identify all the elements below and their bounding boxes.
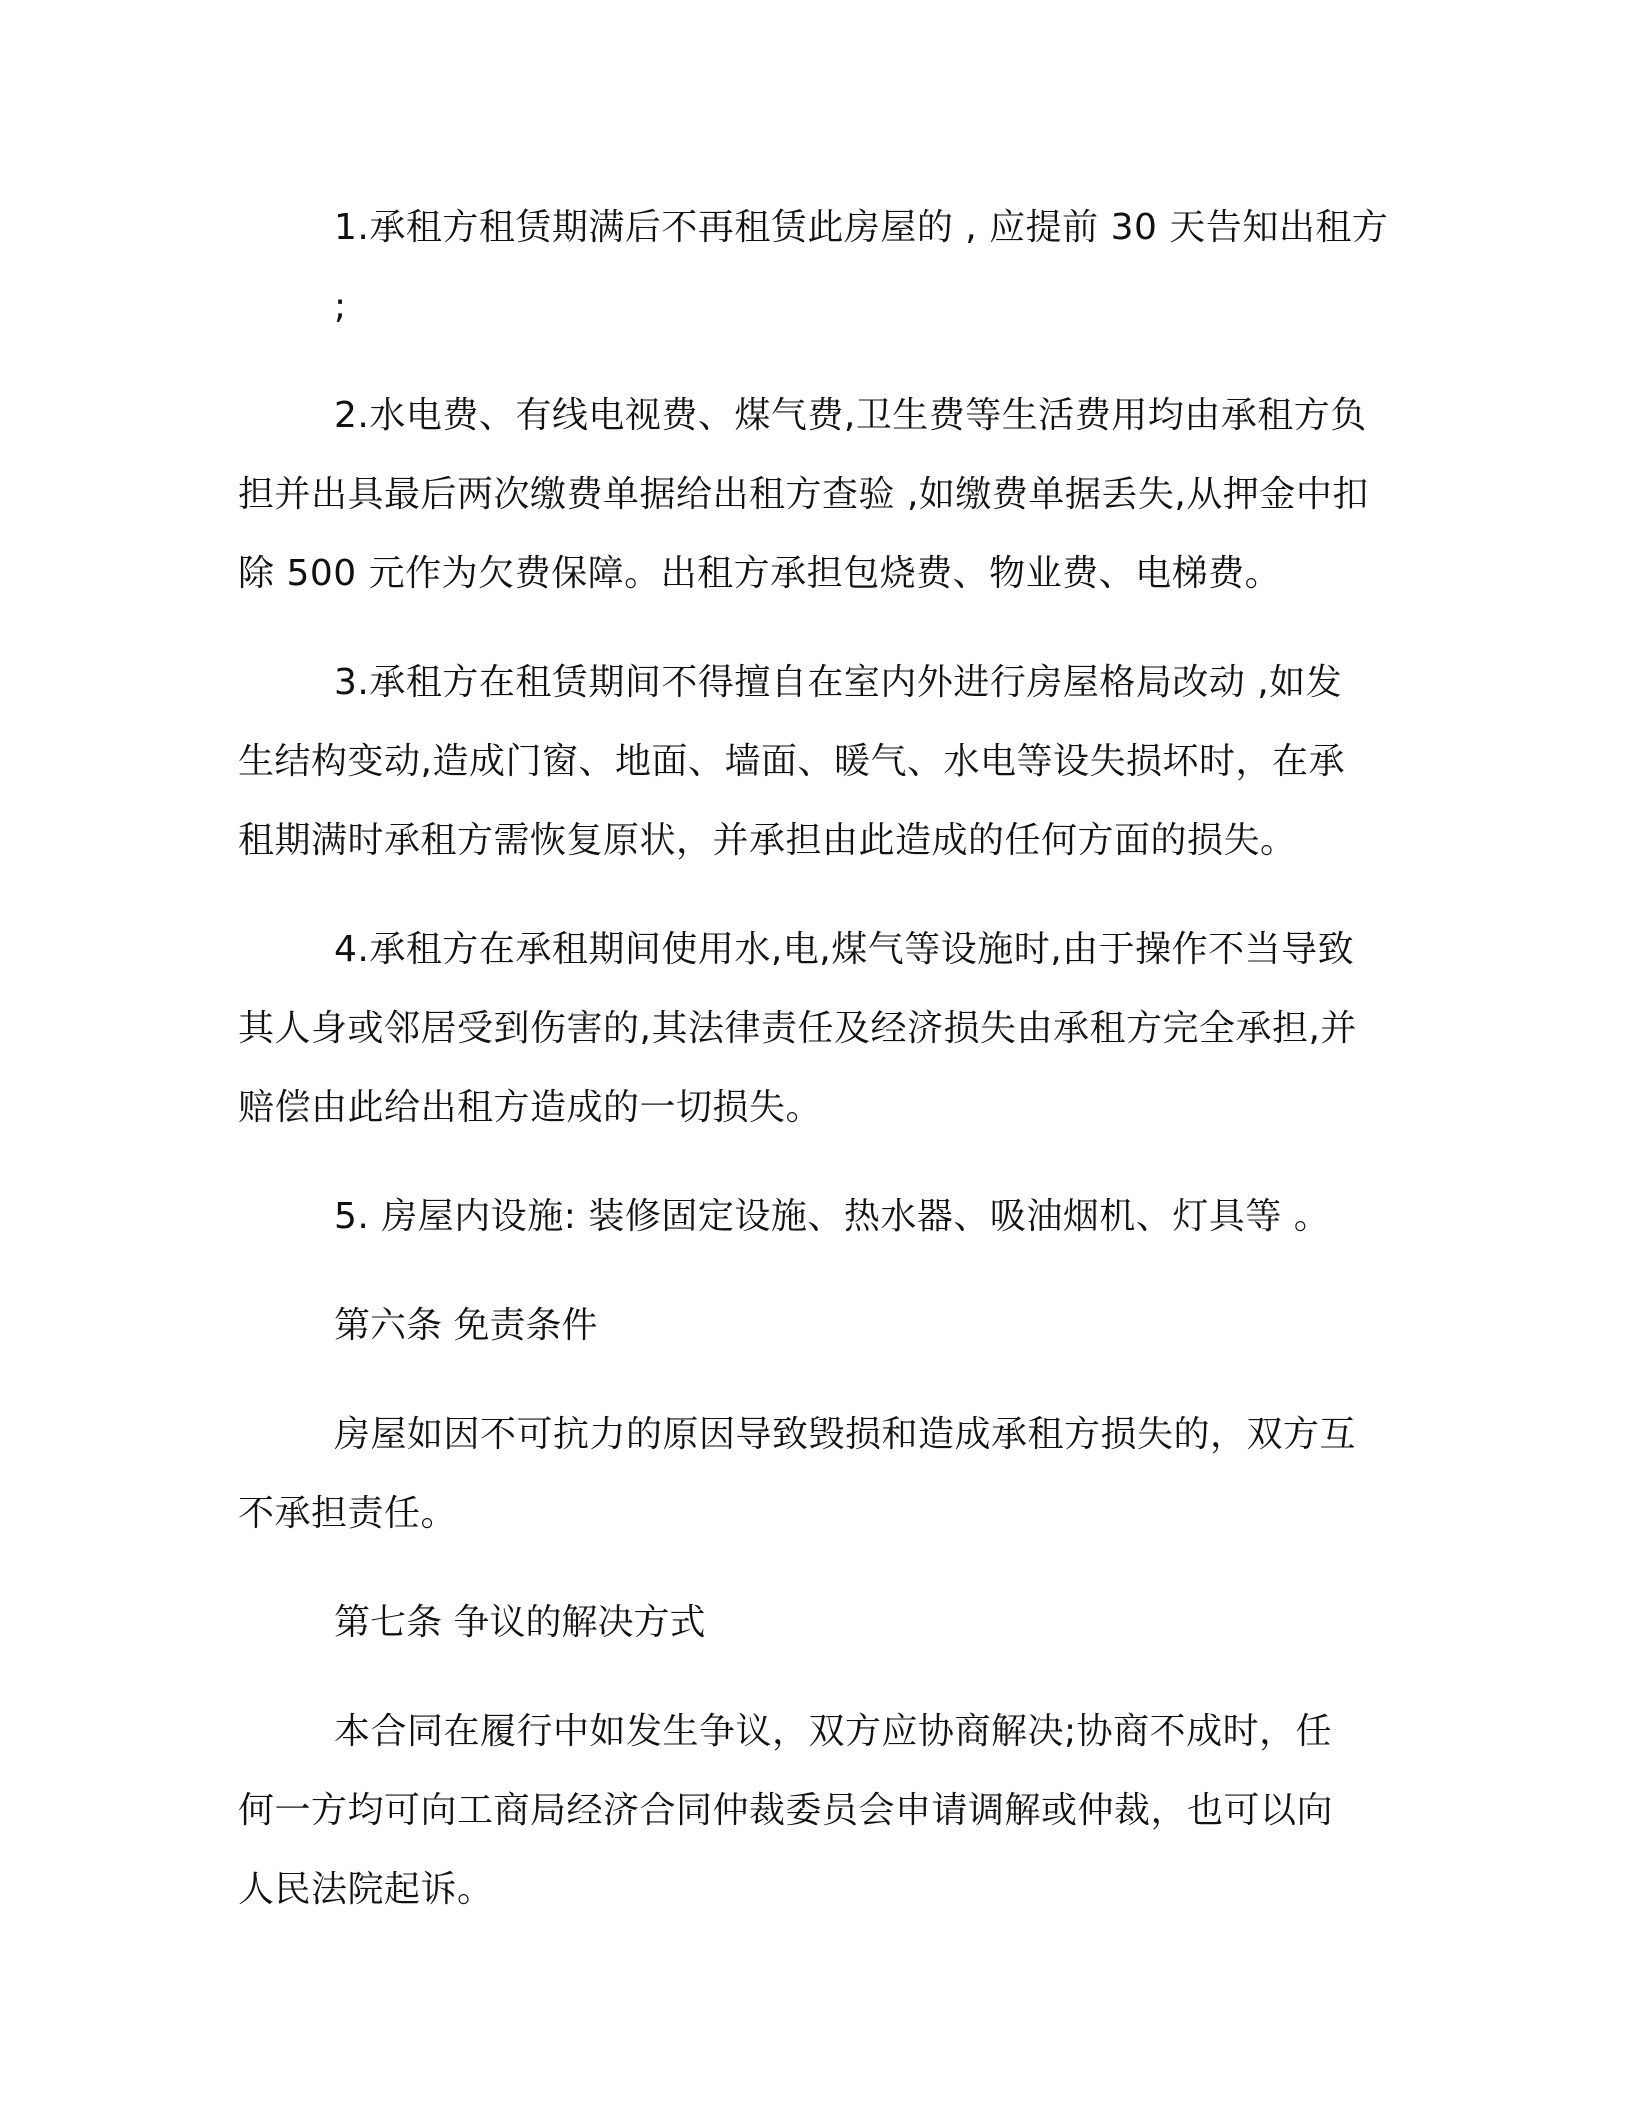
article-7-heading (238, 1583, 1398, 1662)
text-line: 生结构变动,造成门窗、地面、墙面、暖气、水电等设失损坏时，在承 (238, 741, 1345, 782)
heading-text: 第七条 争议的解决方式 (334, 1602, 706, 1643)
clause-2-paragraph (238, 376, 1398, 613)
text-line: 担并出具最后两次缴费单据给出租方查验 ,如缴费单据丢失,从押金中扣 (238, 474, 1369, 515)
heading-text: 第六条 免责条件 (334, 1305, 598, 1346)
text-line: 5. 房屋内设施: 装修固定设施、热水器、吸油烟机、灯具等 。 (334, 1196, 1331, 1237)
text-line: 房屋如因不可抗力的原因导致毁损和造成承租方损失的，双方互 (334, 1414, 1357, 1455)
text-line: 本合同在履行中如发生争议，双方应协商解决;协商不成时，任 (334, 1711, 1333, 1752)
text-line: 1.承租方租赁期满后不再租赁此房屋的 , 应提前 30 天告知出租方 ; (334, 207, 1389, 327)
clause-1-paragraph (238, 188, 1398, 346)
article-6-paragraph (238, 1395, 1398, 1553)
article-6-heading (238, 1286, 1398, 1365)
text-line: 3.承租方在租赁期间不得擅自在室内外进行房屋格局改动 ,如发 (334, 662, 1343, 703)
text-line: 2.水电费、有线电视费、煤气费,卫生费等生活费用均由承租方负 (334, 395, 1367, 436)
text-line: 何一方均可向工商局经济合同仲裁委员会申请调解或仲裁，也可以向 (238, 1790, 1334, 1831)
text-line: 其人身或邻居受到伤害的,其法律责任及经济损失由承租方完全承担,并 (238, 1008, 1357, 1049)
document-body (238, 188, 1398, 1959)
clause-4-paragraph (238, 910, 1398, 1147)
text-line: 人民法院起诉。 (238, 1869, 494, 1910)
text-line: 赔偿由此给出租方造成的一切损失。 (238, 1087, 823, 1128)
clause-3-paragraph (238, 643, 1398, 880)
article-7-paragraph (238, 1692, 1398, 1929)
text-line: 除 500 元作为欠费保障。出租方承担包烧费、物业费、电梯费。 (238, 553, 1282, 594)
clause-5-paragraph (238, 1177, 1398, 1256)
text-line: 不承担责任。 (238, 1493, 458, 1534)
text-line: 4.承租方在承租期间使用水,电,煤气等设施时,由于操作不当导致 (334, 929, 1355, 970)
text-line: 租期满时承租方需恢复原状，并承担由此造成的任何方面的损失。 (238, 820, 1297, 861)
